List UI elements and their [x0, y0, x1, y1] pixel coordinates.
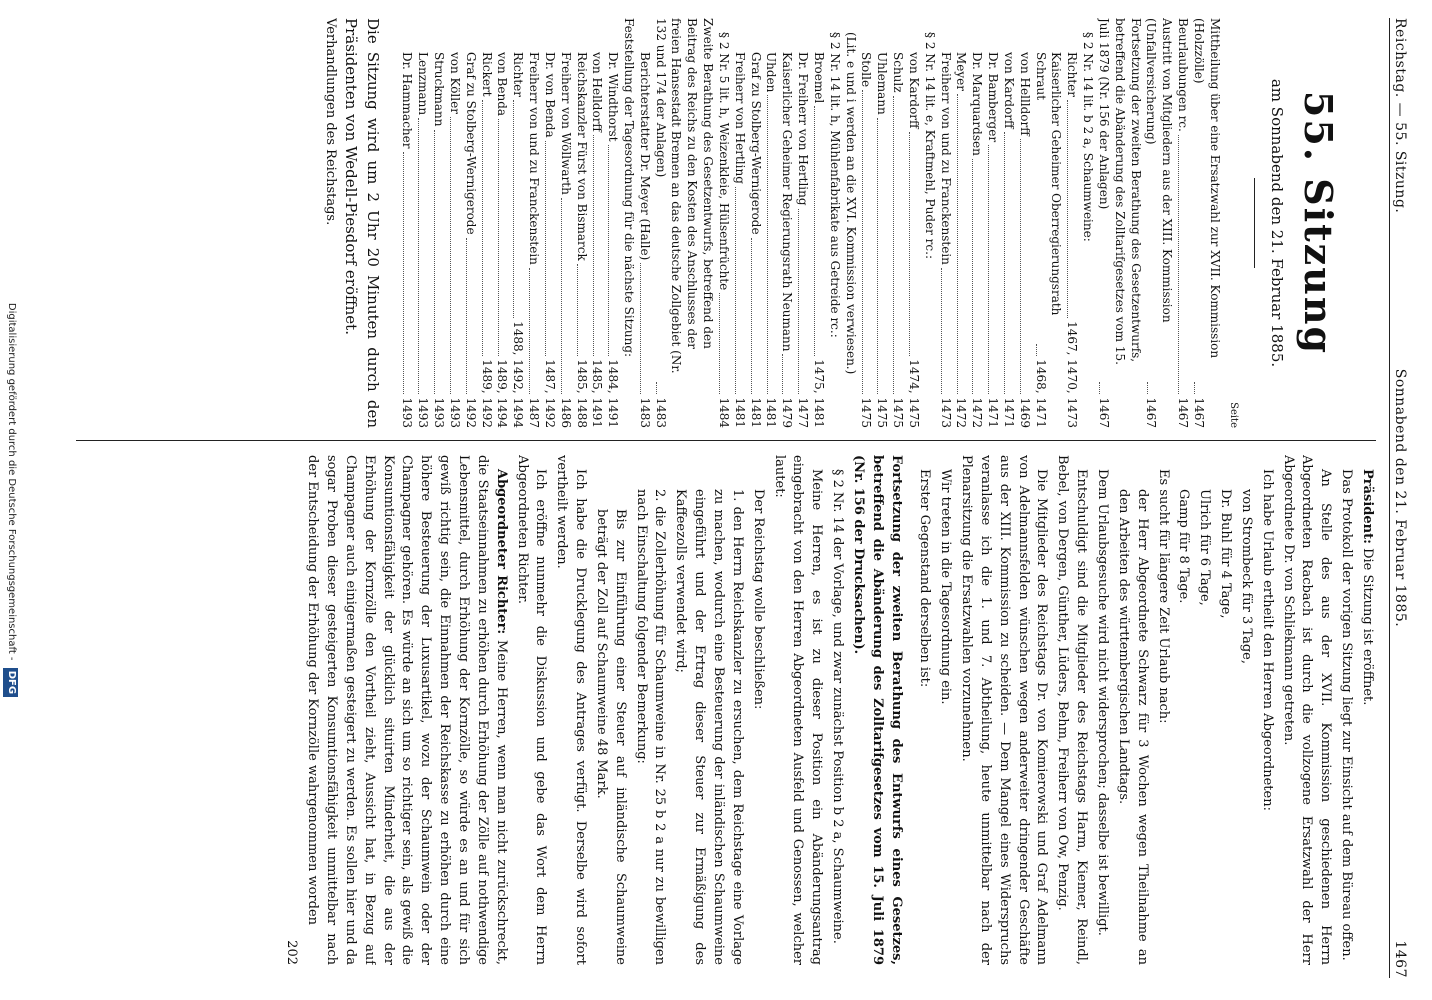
toc-entry — [509, 18, 525, 428]
toc-entry-text: Feststellung der Tagesordnung für die nächste Sitzung: — [622, 18, 637, 358]
speech-text: Die Sitzung ist eröffnet. — [1360, 548, 1375, 706]
toc-entry-pages: 1493 — [416, 397, 431, 428]
toc-entry — [589, 18, 605, 428]
toc-entry-text: von Kardorff — [1001, 52, 1016, 129]
toc-entry-pages: 1493 — [432, 397, 447, 428]
toc-entry-pages: 1489, 1492 — [479, 359, 494, 428]
proceedings-text — [302, 455, 1376, 965]
toc-entry-text: Kaiserlicher Geheimer Regierungsrath Neumann — [780, 52, 795, 352]
toc-entry — [446, 18, 462, 428]
toc-entry-pages: 1467 — [1096, 397, 1111, 428]
toc-entry-text: Meyer — [954, 52, 969, 92]
toc-entry-pages: 1474, 1475 — [906, 359, 921, 428]
toc-entry-text: § 2 Nr. 14 lit. e, Kraftmehl, Puder rc.: — [922, 32, 937, 259]
toc-leader-dots — [1004, 132, 1005, 395]
toc-entry-pages: 1487 — [527, 397, 542, 428]
body-paragraph: Das Protokoll der vorigen Sitzung liegt zur Einsicht auf dem Büreau offen. — [1339, 469, 1355, 961]
toc-entry-pages: 1484 — [716, 397, 731, 428]
speaker-name: Abgeordneter Richter: — [493, 469, 509, 635]
body-paragraph: Die Mitglieder des Reichstags Dr. von Komierowski und Graf Adelmann von Adelmannsfelden wünschen wegen anderweiter dringender Geschäfte aus der XIII. Kommission zu scheiden. — Dem Mangel eines Widerspruchs veranlasse ich die 1. und 7. Abtheilung, heute unmittelbar nach der Plenarsitzung die Ersatzwahlen vorzunehmen. — [959, 455, 1050, 965]
toc-entry-pages: 1493 — [447, 397, 462, 428]
toc-entry — [494, 18, 510, 428]
opening-note: Die Sitzung wird um 2 Uhr 20 Minuten durch den Präsidenten von Wedell-Piesdorf eröffnet. — [341, 18, 382, 428]
toc-entry-pages: 1475, 1481 — [811, 359, 826, 428]
toc-leader-dots — [1020, 139, 1021, 395]
toc-leader-dots — [656, 382, 657, 394]
toc-entry — [778, 18, 794, 428]
right-column — [26, 455, 1376, 965]
toc-entry-text: Graf zu Stolberg-Wernigerode — [748, 52, 763, 235]
toc-entry-text: § 2 Nr. 14 lit. b 2 a, Schaumweine: — [1081, 32, 1096, 242]
toc-entry-text: (Lit. e und i werden an die XVI. Kommission verwiesen.) — [843, 32, 858, 375]
toc-leader-dots — [434, 130, 435, 395]
header-date: Sonnabend den 21. Februar 1885. — [1392, 368, 1408, 628]
toc-entry-text: von Kardorff — [906, 52, 921, 129]
toc-entry — [873, 18, 889, 428]
body-paragraph: Wir treten in die Tagesordnung ein. — [938, 469, 954, 705]
toc-entry-text: Dr. Hammacher — [400, 52, 415, 149]
toc-entry-text: Uhlemann — [875, 52, 890, 115]
toc-entry-text: Stolle — [859, 52, 874, 88]
toc-entry — [478, 18, 494, 428]
toc-entry — [1190, 18, 1222, 428]
toc-leader-dots — [561, 198, 562, 395]
toc-entry-text: Beurlaubungen rc. — [1176, 18, 1190, 132]
toc-entry-pages: 1489, 1494 — [495, 359, 510, 428]
toc-entry-pages: 1485, 1491 — [590, 359, 605, 428]
toc-entry-text: Uhden — [764, 52, 779, 93]
toc-entry-text: Zweite Berathung des Gesetzentwurfs, betreffend den Beitrag des Reichs zu den Kosten des Anschlusses der freien Hansestadt Bremen an das deutsche Zollgebiet (Nr. 132 und 174 der Anlagen) — [653, 18, 716, 374]
toc-entry — [953, 18, 969, 428]
toc-entry-pages: 1469 — [1017, 397, 1032, 428]
body-paragraph: von Strombeck für 3 Tage, — [1238, 489, 1254, 664]
body-paragraph: Es sucht für längere Zeit Urlaub nach: — [1155, 469, 1171, 724]
toc-entry-pages: 1467, 1470, 1473 — [1065, 321, 1080, 428]
toc-entry-pages: 1471 — [1001, 397, 1016, 428]
toc-entry — [858, 18, 874, 428]
toc-entry — [604, 18, 620, 428]
toc-entry-text: Rickert — [479, 52, 494, 97]
toc-leader-dots — [782, 354, 783, 394]
toc-entry — [984, 18, 1000, 428]
toc-entry-text: von Helldorff — [590, 52, 605, 132]
toc-entry-pages: 1475 — [875, 397, 890, 428]
running-header — [1389, 18, 1410, 978]
toc-entry-pages: 1467 — [1176, 397, 1190, 428]
toc-entry-text: Dr. Freiherr von Hertling — [796, 52, 811, 206]
toc-entry-pages: 1475 — [859, 397, 874, 428]
toc-entry-text: Struckmann — [432, 52, 447, 127]
toc-leader-dots — [767, 95, 768, 394]
toc-entry — [636, 18, 652, 428]
toc-leader-dots — [719, 293, 720, 394]
body-paragraph: Dem Urlaubsgesuche wird nicht widersprochen; dasselbe ist bewilligt. — [1095, 469, 1111, 936]
toc-entry-pages: 1481 — [732, 397, 747, 428]
body-paragraph: Meine Herren, es ist zu dieser Position ein Abänderungsantrag eingebracht von den Herren Abgeordneten Ausfeld und Genossen, welcher lautet: — [771, 455, 825, 965]
body-paragraph: An Stelle des aus der XVII. Kommission geschiedenen Herrn Abgeordneten Racbach ist durch die vollzogene Ersatzwahl der Herr Abgeordnete Dr. von Schliekmann getreten. — [1280, 455, 1334, 965]
toc-entry — [1095, 18, 1142, 428]
toc-entry-pages: 1487, 1492 — [542, 359, 557, 428]
toc-leader-dots — [403, 152, 404, 395]
table-of-contents — [399, 18, 1222, 428]
toc-entry-pages: 1477 — [796, 397, 811, 428]
toc-leader-dots — [957, 94, 958, 394]
toc-entry — [794, 18, 810, 428]
toc-leader-dots — [529, 268, 530, 395]
toc-leader-dots — [1036, 344, 1037, 356]
title-rule — [1254, 178, 1255, 268]
toc-entry-text: Mittheilung über eine Ersatzwahl zur XVII. Kommission (Holzzölle) — [1191, 18, 1222, 359]
toc-entry-text: Kaiserlicher Geheimer Oberregierungsrath Schraut — [1033, 52, 1064, 316]
body-paragraph: Dr. Buhl für 4 Tage, — [1218, 489, 1234, 619]
toc-entry — [731, 18, 747, 428]
toc-entry-text: Lenzmann — [416, 52, 431, 116]
toc-entry-pages: 1483 — [653, 397, 668, 428]
toc-leader-dots — [909, 132, 910, 357]
toc-entry-text: § 2 Nr. 14 lit. h, Mühlenfabrikate aus Getreide rc.: — [827, 32, 842, 338]
toc-leader-dots — [1099, 382, 1100, 394]
toc-leader-dots — [862, 90, 863, 394]
toc-leader-dots — [798, 209, 799, 395]
toc-entry — [1174, 18, 1190, 428]
toc-entry-text: Schulz — [891, 52, 906, 93]
speech-paragraph — [1357, 455, 1376, 965]
toc-entry-pages: 1467 — [1191, 397, 1206, 428]
toc-leader-dots — [545, 141, 546, 357]
speech-paragraph — [302, 455, 509, 965]
toc-entry-pages: 1473 — [938, 397, 953, 428]
toc-entry — [525, 18, 541, 428]
toc-entry-text: von Köller — [447, 52, 462, 114]
toc-entry-pages: 1468, 1471 — [1033, 359, 1048, 428]
toc-entry — [968, 18, 984, 428]
toc-leader-dots — [941, 268, 942, 395]
toc-entry-pages: 1472 — [970, 397, 985, 428]
toc-entry-pages: 1479 — [780, 397, 795, 428]
body-paragraph: Ich habe die Drucklegung des Antrages verfügt. Derselbe wird sofort vertheilt werden. — [554, 455, 589, 965]
toc-leader-dots — [608, 145, 609, 357]
toc-entry-text: von Benda — [495, 52, 510, 117]
toc-leader-dots — [1194, 382, 1195, 394]
toc-leader-dots — [498, 119, 499, 356]
body-paragraph: Entschuldigt sind die Mitglieder des Reichstags Harm, Kiemer, Reindl, Bebel, von Dergen, Günther, Lüders, Behm, Freiherr von Ow, Penzig. — [1055, 455, 1090, 965]
toc-entry-text: § 2 Nr. 5 lit. h, Weizenkleie, Hülsenfrüchte — [716, 32, 731, 291]
toc-entry-text: Austritt von Mitgliedern aus der XIII. Kommission (Unfallversicherung) — [1144, 18, 1175, 323]
speech-text: Meine Herren, wenn man nicht zurückschreckt, die Staatseinnahmen zu erhöhen durch Erhöhung der Zölle auf nothwendige Lebensmittel, durch Erhöhung der Kornzölle, so würde es an und für sich gewiß richtig sein, die Einnahmen der Reichskasse zu erhöhen durch eine höhere Besteuerung der Luxusartikel, wozu der Schaumwein oder der Champagner gehören. Es würde an sich um so richtiger sein, als gewiß die Konsumtionsfähigkeit der glücklich situirten Minderheit, die aus der Erhöhung der Kornzölle den Vortheil zieht, Aussicht hat, in Bezug auf Champagner auch einigermaßen gesteigert zu werden. Es sollen hier und da sogar Proben dieser gesteigerten Konsumtionsfähigkeit unmittelbar nach der Entscheidung der Erhöhung der Kornzölle wahrgenommen worden — [305, 455, 509, 965]
body-paragraph: Ulrich für 6 Tage, — [1197, 489, 1213, 606]
toc-entry-pages: 1481 — [764, 397, 779, 428]
toc-entry-pages: 1475 — [891, 397, 906, 428]
column-divider — [76, 440, 1376, 441]
dfg-logo: DFG — [4, 668, 19, 697]
toc-entry — [1016, 18, 1032, 428]
toc-entry — [747, 18, 763, 428]
toc-entry-text: Berichterstatter Dr. Meyer (Halle) — [637, 52, 652, 261]
toc-entry-text: Freiherr von Wöllwarth — [558, 52, 573, 195]
body-paragraph: der Herr Abgeordnete Schwarz für 3 Wochen wegen Theilnahme an den Arbeiten des württembergischen Landtags. — [1115, 489, 1150, 965]
agenda-item: Fortsetzung der zweiten Berathung des Entwurfs eines Gesetzes, betreffend die Abänderung des Zolltarifgesetzes vom 15. Juli 1879 (Nr. 156 der Drucksachen). — [850, 455, 904, 965]
toc-entry-text: Freiherr von Hertling — [732, 52, 747, 184]
toc-entry-pages: 1483 — [637, 397, 652, 428]
toc-entry-text: Dr. Windthorst — [606, 52, 621, 142]
toc-leader-dots — [1147, 382, 1148, 394]
toc-leader-dots — [877, 118, 878, 395]
page-number: 1467 — [1392, 940, 1408, 978]
toc-leader-dots — [1178, 135, 1179, 395]
toc-entry — [430, 18, 446, 428]
toc-entry-text: Fortsetzung der zweiten Berathung des Gesetzentwurfs, betreffend die Abänderung des Zolltarifgesetzes vom 15. Juli 1879 (Nr. 156 der Anlagen) — [1096, 18, 1143, 365]
toc-entry — [652, 18, 715, 428]
footer-text: Digitalisierung gefördert durch die Deutsche Forschungsgemeinschaft - — [6, 302, 17, 661]
body-paragraph: Ich eröffne nunmehr die Diskussion und gebe das Wort dem Herrn Abgeordneten Richter. — [514, 455, 549, 965]
toc-leader-dots — [751, 238, 752, 395]
toc-entry-pages: 1484, 1491 — [606, 359, 621, 428]
toc-leader-dots — [893, 96, 894, 395]
sheet-reference: 202 — [284, 940, 300, 965]
toc-entry-pages: 1492 — [463, 397, 478, 428]
body-paragraph: 1. den Herrn Reichskanzler zu ersuchen, dem Reichstage eine Vorlage zu machen, wodurch eine Besteuerung der inländischen Schaumweine eingeführt und der Ertrag dieser Steuer zur Ermäßigung des Kaffeezolls verwendet wird; — [673, 489, 745, 965]
session-date: am Sonnabend den 21. Februar 1885. — [1267, 78, 1286, 368]
toc-entry — [921, 18, 937, 428]
toc-leader-dots — [513, 100, 514, 318]
body-paragraph: Bis zur Einführung einer Steuer auf inländische Schaumweine beträgt der Zoll auf Schaumweine 48 Mark. — [593, 509, 628, 965]
toc-entry-text: Richter — [1065, 52, 1080, 97]
session-title: 55. Sitzung — [1296, 90, 1341, 356]
toc-entry — [810, 18, 826, 428]
toc-page-label: Seite — [1228, 402, 1240, 428]
header-left: Reichstag. — 55. Sitzung. — [1392, 18, 1408, 214]
toc-leader-dots — [418, 118, 419, 394]
toc-entry — [573, 18, 589, 428]
toc-leader-dots — [466, 238, 467, 395]
toc-leader-dots — [450, 117, 451, 395]
body-paragraph: Ich habe Urlaub ertheilt den Herren Abgeordneten: — [1259, 469, 1275, 811]
toc-entry-pages: 1488, 1492, 1494 — [511, 321, 526, 428]
toc-entry — [889, 18, 905, 428]
toc-leader-dots — [1067, 100, 1068, 318]
toc-entry-pages: 1493 — [400, 397, 415, 428]
toc-entry — [462, 18, 478, 428]
left-column — [26, 18, 1376, 428]
toc-entry — [905, 18, 921, 428]
body-paragraph: Der Reichstag wolle beschließen: — [750, 489, 766, 710]
toc-entry — [414, 18, 430, 428]
toc-entry-text: Freiherr von und zu Franckenstein — [938, 52, 953, 265]
toc-entry-pages: 1485, 1488 — [574, 359, 589, 428]
toc-entry-text: Freiherr von und zu Franckenstein — [527, 52, 542, 265]
toc-entry-text: Dr. Bamberger — [986, 52, 1001, 143]
toc-entry — [826, 18, 842, 428]
toc-entry — [557, 18, 573, 428]
toc-entry-text: Graf zu Stolberg-Wernigerode — [463, 52, 478, 235]
toc-leader-dots — [735, 187, 736, 395]
toc-entry — [541, 18, 557, 428]
attendance-note: Verhandlungen des Reichstags. — [323, 18, 339, 226]
toc-entry — [937, 18, 953, 428]
toc-entry — [1032, 18, 1064, 428]
digitization-footer — [4, 0, 18, 1000]
toc-leader-dots — [577, 264, 578, 357]
toc-entry-text: Dr. von Benda — [542, 52, 557, 138]
body-paragraph: § 2 Nr. 14 der Vorlage, und zwar zunächst Position b 2 a, Schaumweine. — [830, 469, 846, 944]
body-paragraph: Erster Gegenstand derselben ist: — [917, 469, 933, 688]
toc-leader-dots — [972, 159, 973, 395]
toc-entry — [620, 18, 636, 428]
toc-entry-text: von Hellldorff — [1017, 52, 1032, 136]
toc-entry-text: Richter — [511, 52, 526, 97]
toc-leader-dots — [640, 263, 641, 394]
body-paragraph: Gamp für 8 Tage. — [1176, 489, 1192, 604]
toc-entry-text: Broemel — [811, 52, 826, 104]
toc-leader-dots — [988, 145, 989, 394]
toc-leader-dots — [814, 106, 815, 356]
toc-entry-pages: 1467 — [1144, 397, 1159, 428]
toc-entry — [1143, 18, 1175, 428]
toc-entry — [1079, 18, 1095, 428]
toc-entry-pages: 1486 — [558, 397, 573, 428]
toc-entry-pages: 1481 — [748, 397, 763, 428]
toc-leader-dots — [593, 135, 594, 356]
toc-leader-dots — [482, 100, 483, 357]
toc-entry-text: Dr. Marquardsen — [970, 52, 985, 156]
toc-entry — [1000, 18, 1016, 428]
toc-entry — [715, 18, 731, 428]
toc-entry-pages: 1472 — [954, 397, 969, 428]
toc-entry — [399, 18, 415, 428]
speaker-name: Präsident: — [1360, 469, 1375, 544]
toc-entry — [763, 18, 779, 428]
toc-entry — [1063, 18, 1079, 428]
toc-entry-text: Reichskanzler Fürst von Bismarck — [574, 52, 589, 261]
toc-entry-pages: 1471 — [986, 397, 1001, 428]
toc-entry — [842, 18, 858, 428]
body-paragraph: 2. die Zollerhöhung für Schaumweine in Nr. 25 b 2 a nur zu bewilligen nach Einschaltung folgender Bemerkung: — [633, 489, 668, 965]
